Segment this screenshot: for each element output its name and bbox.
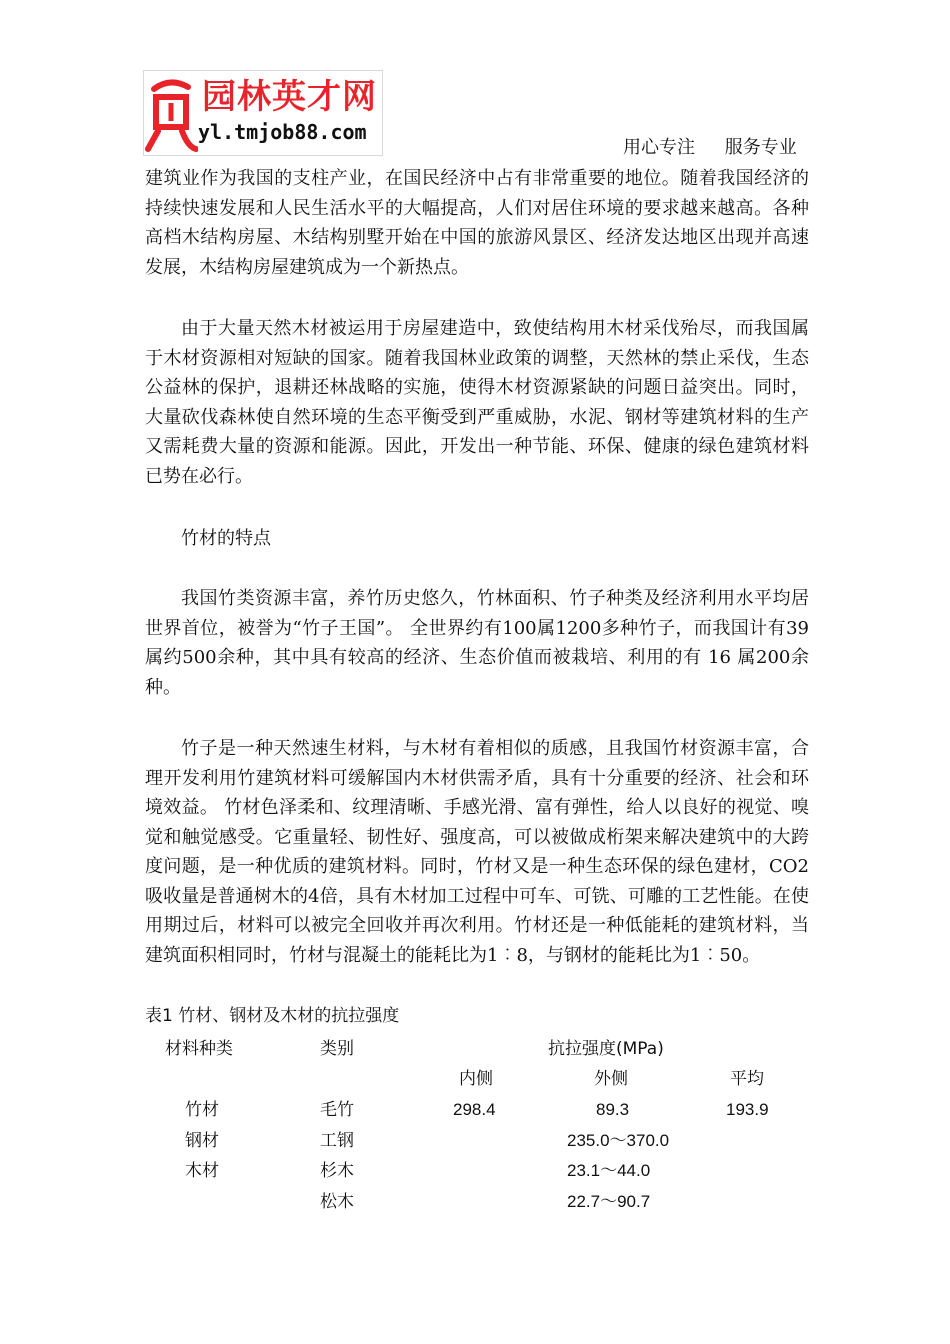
table-cell-range: 22.7～90.7	[567, 1192, 651, 1211]
header-outer: 外侧	[594, 1069, 628, 1089]
header-average: 平均	[730, 1069, 764, 1089]
paragraph-timber-shortage: 由于大量天然木材被运用于房屋建造中，致使结构用木材采伐殆尽，而我国属于木材资源相对短缺的国家。随着我国林业政策的调整，天然林的禁止采伐，生态公益林的保护，退耕还林战略的实施，使得木材资源紧缺的问题日益突出。同时，大量砍伐森林使自然环境的生态平衡受到严重威胁，水泥、钢材等建筑材料的生产又需耗费大量的资源和能源。因此，开发出一种节能、环保、健康的绿色建筑材料已势在必行。	[145, 318, 809, 487]
table-cell-average: 193.9	[726, 1100, 769, 1119]
logo-emblem-icon	[144, 73, 198, 155]
header-slogan: 用心专注 服务专业	[623, 137, 797, 158]
header-strength: 抗拉强度(MPa)	[548, 1039, 664, 1059]
section-heading: 竹材的特点	[181, 528, 271, 549]
logo-name: 园林英才网	[202, 77, 377, 117]
table-cell-material: 竹材	[185, 1100, 219, 1120]
header-inner: 内侧	[459, 1069, 493, 1089]
table-cell-range: 235.0～370.0	[567, 1131, 670, 1150]
table-cell-category: 松木	[320, 1192, 354, 1212]
table-caption: 表1 竹材、钢材及木材的抗拉强度	[145, 1006, 400, 1026]
table-cell-category: 工钢	[320, 1131, 354, 1151]
table-cell-material: 木材	[185, 1161, 219, 1181]
site-logo	[143, 70, 383, 156]
logo-url: yl.tmjob88.com	[198, 120, 367, 144]
table-cell-category: 杉木	[320, 1161, 354, 1181]
paragraph-bamboo-resources: 我国竹类资源丰富，养竹历史悠久，竹林面积、竹子种类及经济利用水平均居世界首位，被誉为“竹子王国”。 全世界约有100属1200多种竹子，而我国计有39属约500余种，其中具有较高的经济、生态价值而被栽培、利用的有 16 属200余种。	[145, 588, 809, 698]
table-cell-category: 毛竹	[320, 1100, 354, 1120]
header-material: 材料种类	[165, 1039, 233, 1059]
header-category: 类别	[320, 1039, 354, 1059]
table-cell-inner: 298.4	[453, 1100, 496, 1119]
table-cell-material: 钢材	[185, 1131, 219, 1151]
paragraph-bamboo-properties: 竹子是一种天然速生材料，与木材有着相似的质感，且我国竹材资源丰富，合理开发利用竹建筑材料可缓解国内木材供需矛盾，具有十分重要的经济、社会和环境效益。 竹材色泽柔和、纹理清晰、手感光滑、富有弹性，给人以良好的视觉、嗅觉和触觉感受。它重量轻、韧性好、强度高，可以被做成桁架来解决建筑中的大跨度问题，是一种优质的建筑材料。同时，竹材又是一种生态环保的绿色建材，CO2吸收量是普通树木的4倍，具有木材加工过程中可车、可铣、可雕的工艺性能。在使用期过后，材料可以被完全回收并再次利用。竹材还是一种低能耗的建筑材料，当建筑面积相同时，竹材与混凝土的能耗比为1︰8，与钢材的能耗比为1︰50。	[145, 738, 809, 966]
table-cell-outer: 89.3	[596, 1100, 630, 1119]
table-cell-range: 23.1～44.0	[567, 1161, 651, 1180]
paragraph-intro: 建筑业作为我国的支柱产业，在国民经济中占有非常重要的地位。随着我国经济的持续快速发展和人民生活水平的大幅提高，人们对居住环境的要求越来越高。各种高档木结构房屋、木结构别墅开始在中国的旅游风景区、经济发达地区出现并高速发展，木结构房屋建筑成为一个新热点。	[145, 168, 809, 278]
